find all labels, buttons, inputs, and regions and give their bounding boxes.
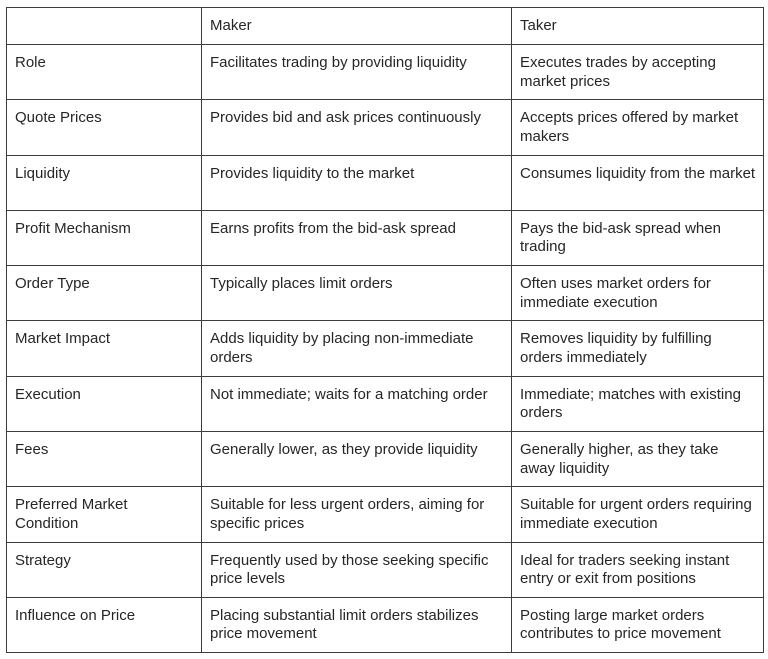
row-label-cell: Quote Prices (7, 100, 202, 155)
taker-cell: Generally higher, as they take away liquidity (512, 432, 764, 487)
row-label-cell: Role (7, 45, 202, 100)
table-body (7, 8, 764, 653)
row-label-cell: Influence on Price (7, 597, 202, 652)
taker-cell: Executes trades by accepting market prices (512, 45, 764, 100)
maker-cell: Facilitates trading by providing liquidity (202, 45, 512, 100)
table-row (7, 45, 764, 100)
table-row (7, 155, 764, 210)
row-label-cell: Strategy (7, 542, 202, 597)
row-label-cell: Execution (7, 376, 202, 431)
header-cell-maker: Maker (202, 8, 512, 45)
maker-cell: Provides bid and ask prices continuously (202, 100, 512, 155)
table-row (7, 597, 764, 652)
taker-cell: Consumes liquidity from the market (512, 155, 764, 210)
taker-cell: Pays the bid-ask spread when trading (512, 210, 764, 265)
taker-cell: Suitable for urgent orders requiring immediate execution (512, 487, 764, 542)
header-cell-taker: Taker (512, 8, 764, 45)
maker-taker-comparison-table (6, 7, 764, 653)
taker-cell: Removes liquidity by fulfilling orders immediately (512, 321, 764, 376)
maker-cell: Typically places limit orders (202, 266, 512, 321)
maker-cell: Suitable for less urgent orders, aiming for specific prices (202, 487, 512, 542)
taker-cell: Ideal for traders seeking instant entry or exit from positions (512, 542, 764, 597)
row-label-cell: Profit Mechanism (7, 210, 202, 265)
table-header-row (7, 8, 764, 45)
row-label-cell: Market Impact (7, 321, 202, 376)
table-row (7, 542, 764, 597)
table-row (7, 210, 764, 265)
header-cell-empty (7, 8, 202, 45)
row-label-cell: Preferred Market Condition (7, 487, 202, 542)
row-label-cell: Liquidity (7, 155, 202, 210)
taker-cell: Often uses market orders for immediate execution (512, 266, 764, 321)
maker-cell: Placing substantial limit orders stabilizes price movement (202, 597, 512, 652)
table-row (7, 266, 764, 321)
taker-cell: Immediate; matches with existing orders (512, 376, 764, 431)
maker-cell: Adds liquidity by placing non-immediate orders (202, 321, 512, 376)
table-row (7, 487, 764, 542)
maker-cell: Provides liquidity to the market (202, 155, 512, 210)
table-row (7, 376, 764, 431)
maker-cell: Earns profits from the bid-ask spread (202, 210, 512, 265)
table-row (7, 100, 764, 155)
maker-cell: Generally lower, as they provide liquidity (202, 432, 512, 487)
maker-cell: Not immediate; waits for a matching order (202, 376, 512, 431)
taker-cell: Accepts prices offered by market makers (512, 100, 764, 155)
taker-cell: Posting large market orders contributes to price movement (512, 597, 764, 652)
row-label-cell: Fees (7, 432, 202, 487)
row-label-cell: Order Type (7, 266, 202, 321)
table-row (7, 432, 764, 487)
table-row (7, 321, 764, 376)
maker-cell: Frequently used by those seeking specific price levels (202, 542, 512, 597)
